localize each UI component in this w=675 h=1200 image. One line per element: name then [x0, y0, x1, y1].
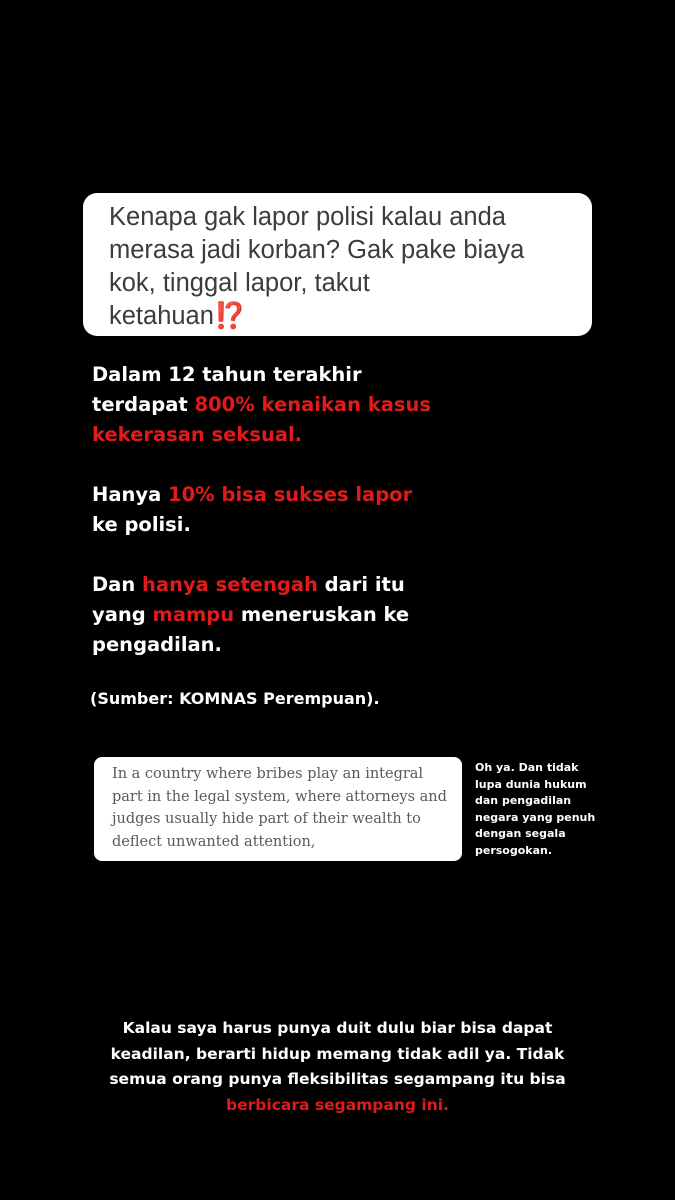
closing-statement — [60, 1016, 615, 1118]
stats-text: Dan — [92, 573, 143, 596]
stats-highlight: kekerasan seksual. — [92, 423, 303, 446]
side-note-line: persogokan. — [475, 843, 553, 857]
quote-line-1: Kenapa gak lapor polisi kalau anda — [109, 203, 506, 231]
article-excerpt-text — [112, 763, 462, 853]
stats-text: terdapat — [92, 393, 195, 416]
stats-highlight: 10% bisa sukses lapor — [168, 483, 413, 506]
statistics-text — [92, 360, 472, 660]
article-excerpt-card — [94, 757, 462, 861]
article-line-4: deflect unwanted attention, — [112, 833, 316, 850]
paragraph-gap — [92, 450, 472, 480]
stats-text: meneruskan ke — [234, 603, 410, 626]
quote-line-3: kok, tinggal lapor, takut — [109, 269, 370, 297]
stats-highlight: 800% kenaikan kasus — [194, 393, 431, 416]
stats-text: dari itu — [317, 573, 405, 596]
quote-card — [83, 193, 592, 336]
article-line-3: judges usually hide part of their wealth to — [112, 811, 421, 827]
stats-paragraph-3 — [92, 570, 472, 660]
stats-text: ke polisi. — [92, 513, 191, 536]
closing-line: keadilan, berarti hidup memang tidak adil ya. Tidak — [110, 1044, 565, 1063]
article-line-1: In a country where bribes play an integral — [112, 766, 424, 782]
stats-text: pengadilan. — [92, 633, 222, 656]
side-note-line: dan pengadilan — [475, 794, 572, 807]
quote-line-4: ketahuan — [109, 302, 214, 330]
stats-paragraph-1 — [92, 360, 472, 450]
stats-text: Hanya — [92, 483, 169, 506]
source-citation: (Sumber: KOMNAS Perempuan). — [90, 689, 380, 708]
exclamation-question-icon: ⁉️ — [213, 302, 244, 330]
side-note-line: negara yang penuh — [475, 810, 596, 824]
stats-highlight: mampu — [152, 603, 235, 626]
stats-highlight: hanya setengah — [142, 573, 318, 596]
side-note — [475, 760, 615, 859]
stats-text: yang — [92, 603, 153, 626]
closing-line: Kalau saya harus punya duit dulu biar bisa dapat — [122, 1019, 553, 1037]
article-line-2: part in the legal system, where attorneys and — [112, 788, 447, 805]
quote-text — [109, 201, 572, 333]
closing-highlight: berbicara segampang ini. — [226, 1095, 449, 1114]
side-note-line: Oh ya. Dan tidak — [475, 761, 579, 774]
stats-text: Dalam 12 tahun terakhir — [92, 363, 362, 386]
stats-paragraph-2 — [92, 480, 472, 540]
paragraph-gap — [92, 540, 472, 570]
side-note-line: dengan segala — [475, 827, 566, 840]
quote-line-2: merasa jadi korban? Gak pake biaya — [109, 236, 525, 264]
side-note-line: lupa dunia hukum — [475, 777, 587, 791]
closing-line: semua orang punya fleksibilitas segampang itu bisa — [109, 1070, 566, 1088]
